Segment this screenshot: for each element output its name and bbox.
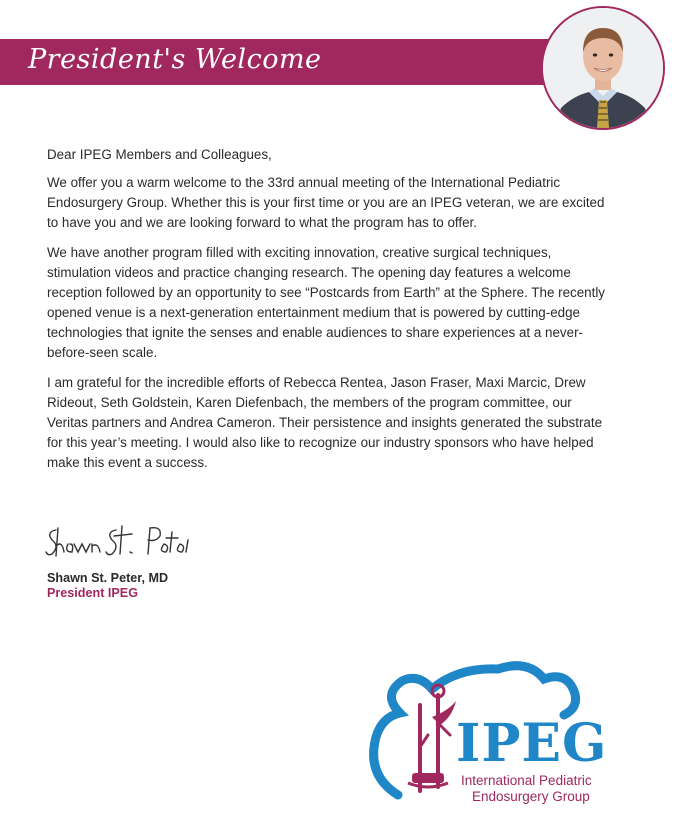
- ipeg-logo-line-1: International Pediatric: [461, 773, 592, 788]
- letter-body: [47, 145, 607, 483]
- signer-name: Shawn St. Peter, MD: [47, 571, 169, 585]
- handwritten-signature: [44, 522, 194, 562]
- ipeg-logo-line-2: Endosurgery Group: [472, 789, 590, 804]
- president-portrait: [541, 6, 665, 130]
- letter-paragraph-2: We have another program filled with exciting innovation, creative surgical techniques, stimulation videos and practice changing research. The opening day features a welcome reception followed by an opportunity to see “Postcards from Earth” at the Sphere. The recently opened venue is a next-generation entertainment medium that is powered by cutting-edge technologies that ignite the senses and enable audiences to share experiences at a never-before-seen scale.: [47, 245, 605, 360]
- portrait-illustration: [543, 8, 663, 128]
- letter-paragraph-1: We offer you a warm welcome to the 33rd annual meeting of the International Pediatric Endosurgery Group. Whether this is your first time or you are an IPEG veteran, we are excited to have you and we are looking forward to what the program has to offer.: [47, 175, 605, 230]
- letter-paragraph-3: I am grateful for the incredible efforts of Rebecca Rentea, Jason Fraser, Maxi Marcic, Drew Rideout, Seth Goldstein, Karen Diefenbach, the members of the program committee, our Veritas partners and Andrea Cameron. Their persistence and insights generated the substrate for this year’s meeting. I would also like to recognize our industry sponsors who have helped make this event a success.: [47, 375, 603, 470]
- page-title: President's Welcome: [28, 44, 322, 75]
- letter-greeting: Dear IPEG Members and Colleagues,: [47, 147, 272, 162]
- signer-title: President IPEG: [47, 586, 138, 600]
- ipeg-logo-acronym: IPEG: [456, 713, 608, 774]
